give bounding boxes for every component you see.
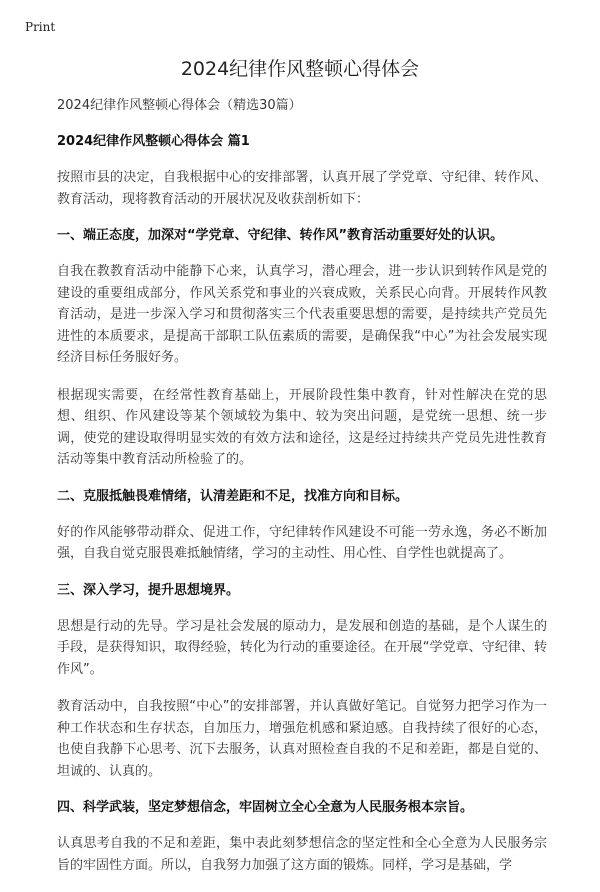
section-heading: 二、克服抵触畏难情绪，认清差距和不足，找准方向和目标。 [57, 488, 409, 504]
paragraph: 认真思考自我的不足和差距，集中表此刻梦想信念的坚定性和全心全意为人民服务宗旨的牢固性方面。所以，自我努力加强了这方面的锻炼。同样，学习是基础，学 [57, 836, 547, 873]
print-link[interactable]: Print [25, 20, 56, 34]
paragraph: 思想是行动的先导。学习是社会发展的原动力，是发展和创造的基础，是个人谋生的手段，是获得知识，取得经验，转化为行动的重要途径。在开展“学党章、守纪律、转作风”。 [57, 618, 547, 677]
article-body [57, 96, 547, 892]
paragraph: 根据现实需要，在经常性教育基础上，开展阶段性集中教育，针对性解决在党的思想、组织、作风建设等某个领域较为集中、较为突出问题，是党统一思想、统一步调，使党的建设取得明显实效的有效方法和途径，这是经过持续共产党员先进性教育活动等集中教育活动所检验了的。 [57, 387, 547, 467]
section-heading: 一、端正态度，加深对“学党章、守纪律、转作风”教育活动重要好处的认识。 [57, 228, 504, 243]
section-heading: 四、科学武装，坚定梦想信念，牢固树立全心全意为人民服务根本宗旨。 [57, 800, 474, 815]
paragraph: 自我在教教育活动中能静下心来，认真学习，潜心理会，进一步认识到转作风是党的建设的重要组成部分，作风关系党和事业的兴衰成败，关系民心向背。开展转作风教育活动，是进一步深入学习和贯彻落实三个代表重要思想的需要，是持续共产党员先进性的本质要求，是提高干部职工队伍素质的需要，是确保我“中心”为社会发展实现经济目标任务服好务。 [57, 264, 547, 365]
section-heading: 2024纪律作风整顿心得体会 篇1 [57, 134, 250, 149]
paragraph: 好的作风能够带动群众、促进工作，守纪律转作风建设不可能一劳永逸，务必不断加强，自我自觉克服畏难抵触情绪，学习的主动性、用心性、自学性也就提高了。 [57, 524, 547, 561]
article-subtitle: 2024纪律作风整顿心得体会（精选30篇） [57, 98, 302, 113]
page-title: 2024纪律作风整顿心得体会 [180, 58, 420, 80]
section-heading: 三、深入学习，提升思想境界。 [57, 582, 240, 598]
paragraph: 教育活动中，自我按照“中心”的安排部署，并认真做好笔记。自觉努力把学习作为一种工作状态和生存状态，自加压力，增强危机感和紧迫感。自我持续了很好的心态，也使自我静下心思考、沉下去服务，认真对照检查自我的不足和差距，都是自觉的、坦诚的、认真的。 [57, 699, 547, 779]
paragraph: 按照市县的决定，自我根据中心的安排部署，认真开展了学党章、守纪律、转作风、教育活动，现将教育活动的开展状况及收获剖析如下： [57, 170, 547, 207]
article-blocks [57, 132, 547, 876]
